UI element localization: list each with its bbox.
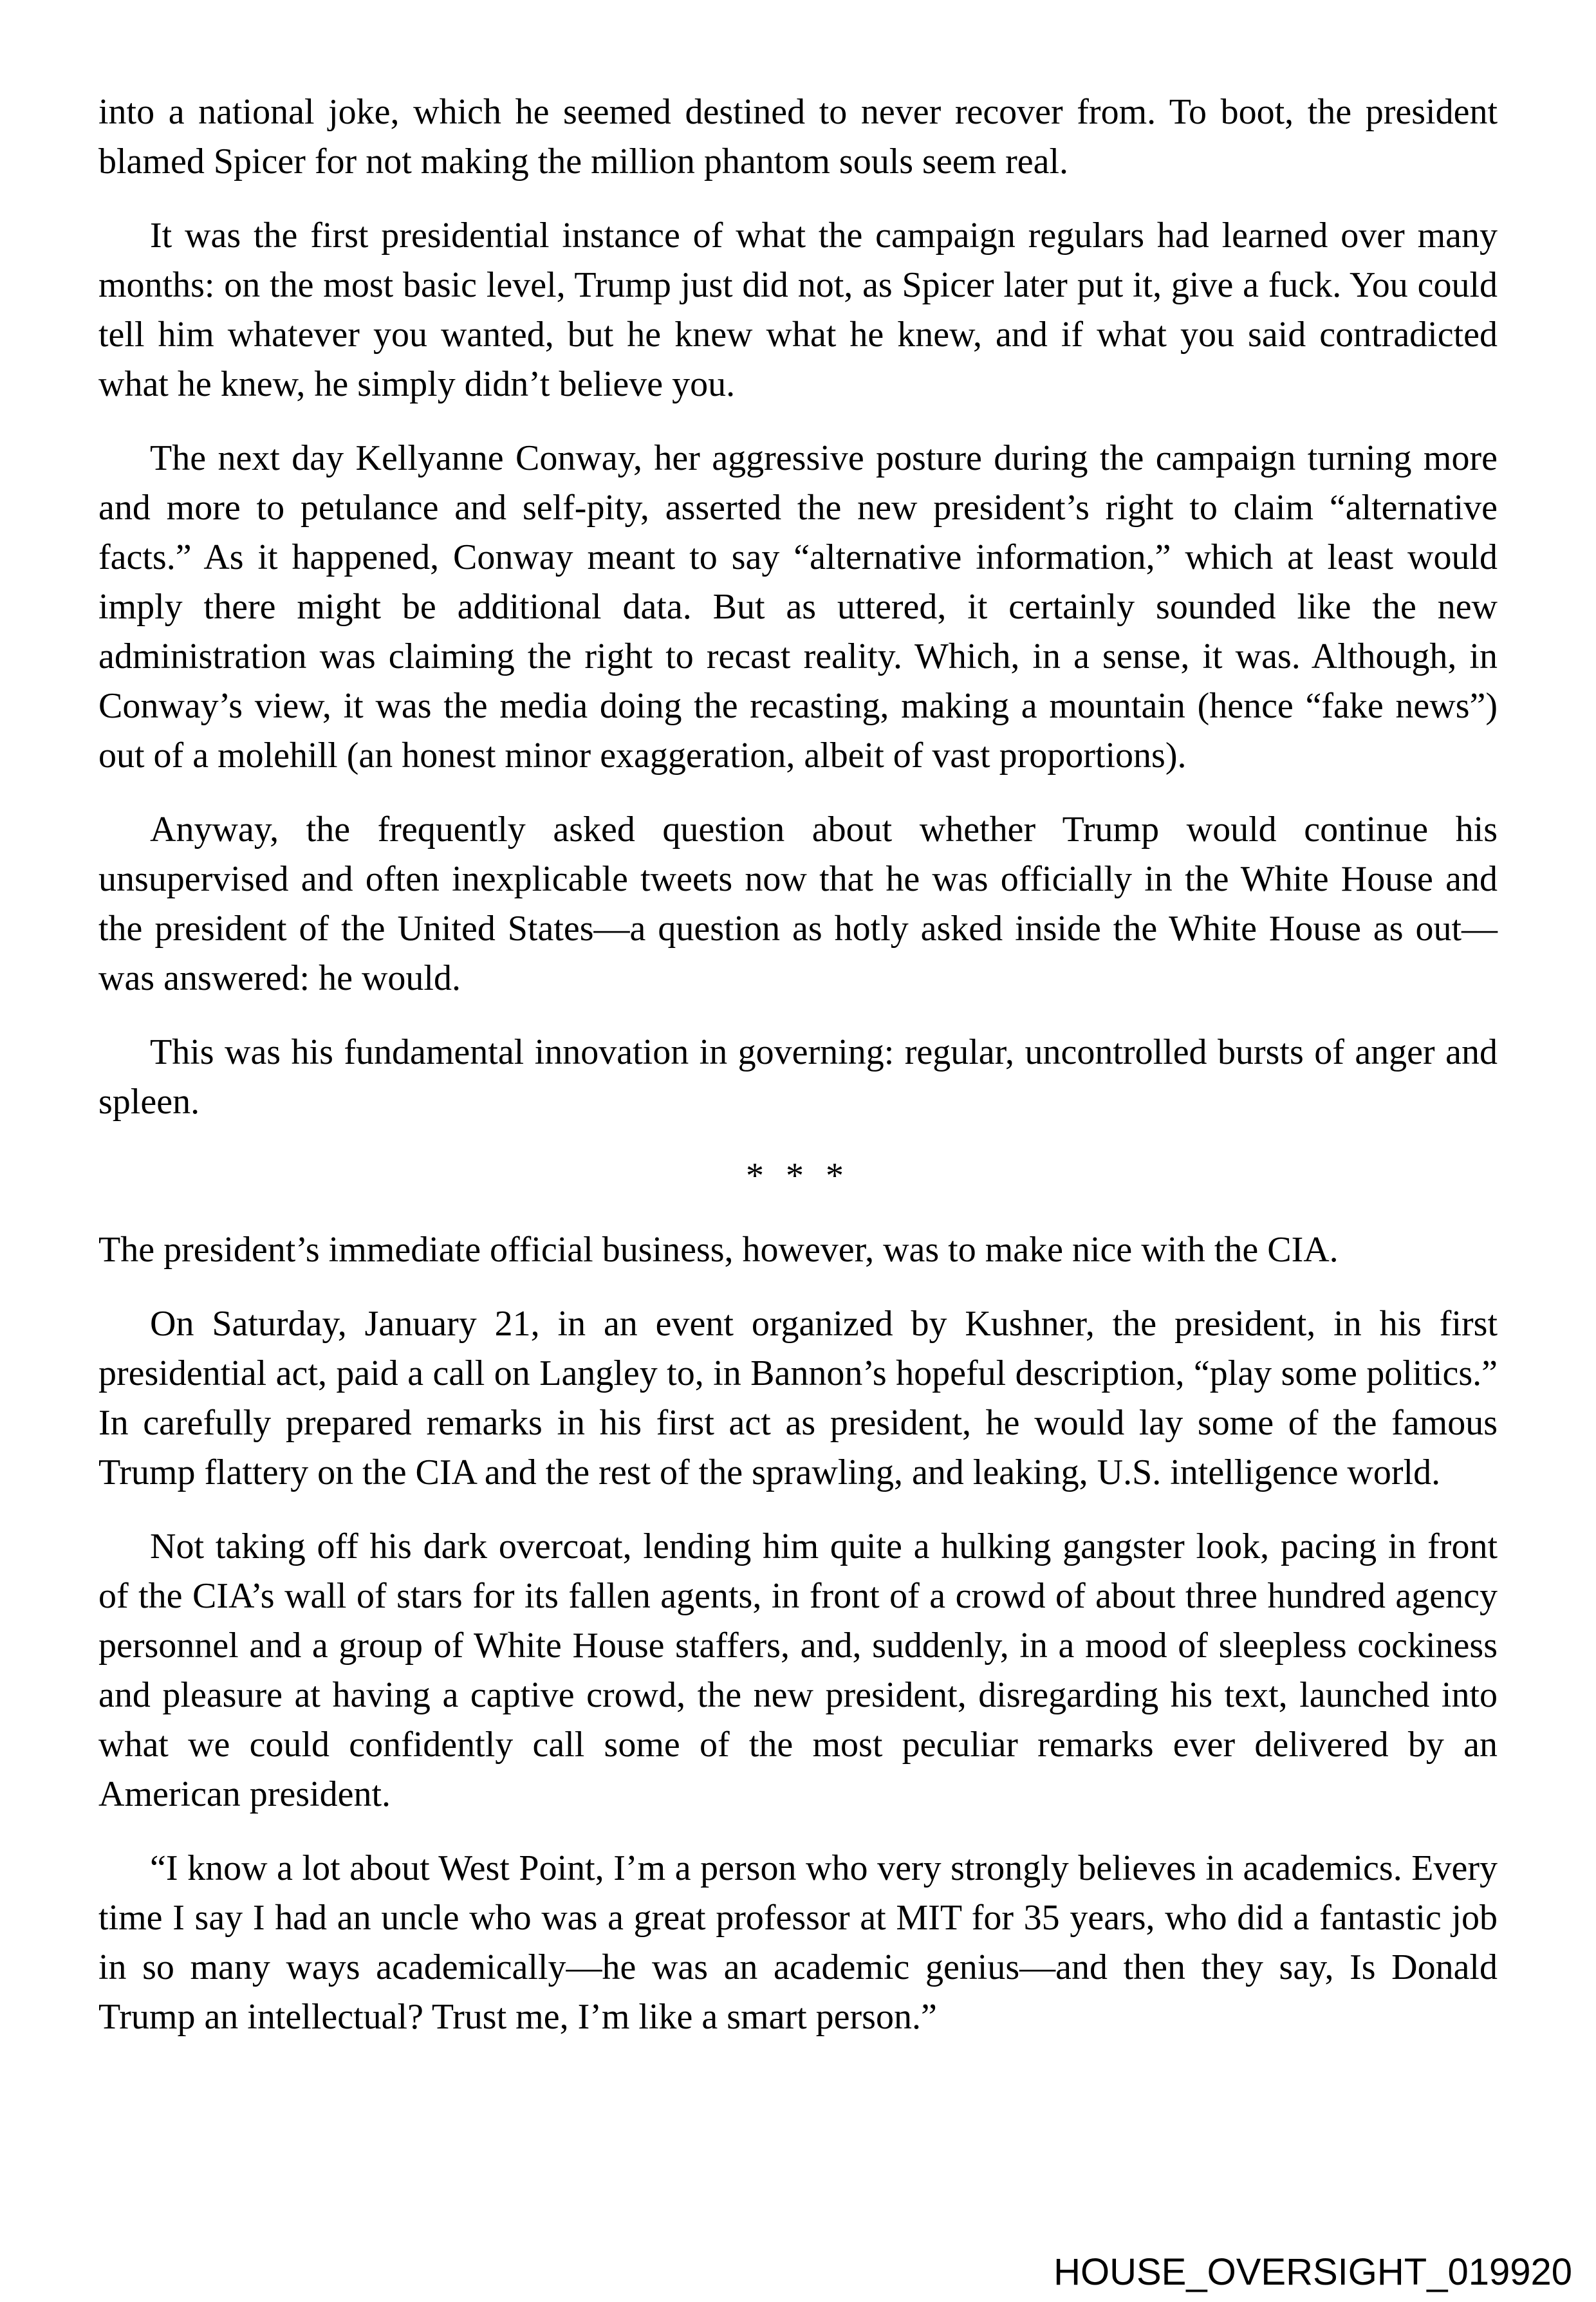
paragraph-continuation: into a national joke, which he seemed destined to never recover from. To boot, the president blamed Spicer for not making the million phantom souls seem real. — [98, 92, 1498, 181]
paragraph-overcoat-remarks: Not taking off his dark overcoat, lending him quite a hulking gangster look, pacing in front of the CIA’s wall of stars for its fallen agents, in front of a crowd of about three hundred agency personnel and a group of White House staffers, and, suddenly, in a mood of sleepless cockiness and pleasure at having a captive crowd, the new president, disregarding his text, launched into what we could confidently call some of the most peculiar remarks ever delivered by an American president. — [98, 1527, 1498, 1814]
paragraph-tweets-question: Anyway, the frequently asked question about whether Trump would continue his unsupervised and often inexplicable tweets now that he was officially in the White House and the president of the United States—a question as hotly asked inside the White House as out—was answered: he would. — [98, 810, 1498, 998]
page-text — [98, 88, 1498, 2066]
section-break-asterisks: * * * — [746, 1156, 850, 1196]
paragraph-cia-business: The president’s immediate official business, however, was to make nice with the CIA. — [98, 1230, 1339, 1270]
paragraph-spicer-lesson: It was the first presidential instance of what the campaign regulars had learned over many months: on the most basic level, Trump just did not, as Spicer later put it, give a fuck. You could tell him whatever you wanted, but he knew what he knew, and if what you said contradicted what he knew, he simply didn’t believe you. — [98, 216, 1498, 404]
paragraph-west-point-quote: “I know a lot about West Point, I’m a person who very strongly believes in academics. Every time I say I had an uncle who was a great professor at MIT for 35 years, who did a fantastic job in so many ways academically—he was an academic genius—and then they say, Is Donald Trump an intellectual? Trust me, I’m like a smart person.” — [98, 1848, 1498, 2037]
paragraph-fundamental-innovation: This was his fundamental innovation in governing: regular, uncontrolled bursts of anger and spleen. — [98, 1032, 1498, 1122]
paragraph-langley-visit: On Saturday, January 21, in an event organized by Kushner, the president, in his first presidential act, paid a call on Langley to, in Bannon’s hopeful description, “play some politics.” In carefully prepared remarks in his first act as president, he would lay some of the famous Trump flattery on the CIA and the rest of the sprawling, and leaking, U.S. intelligence world. — [98, 1304, 1498, 1492]
paragraph-conway-alternative-facts: The next day Kellyanne Conway, her aggressive posture during the campaign turning more and more to petulance and self-pity, asserted the new president’s right to claim “alternative facts.” As it happened, Conway meant to say “alternative information,” which at least would imply there might be additional data. But as uttered, it certainly sounded like the new administration was claiming the right to recast reality. Which, in a sense, it was. Although, in Conway’s view, it was the media doing the recasting, making a mountain (hence “fake news”) out of a molehill (an honest minor exaggeration, albeit of vast proportions). — [98, 438, 1498, 775]
bates-number: HOUSE_OVERSIGHT_019920 — [1053, 2251, 1572, 2294]
